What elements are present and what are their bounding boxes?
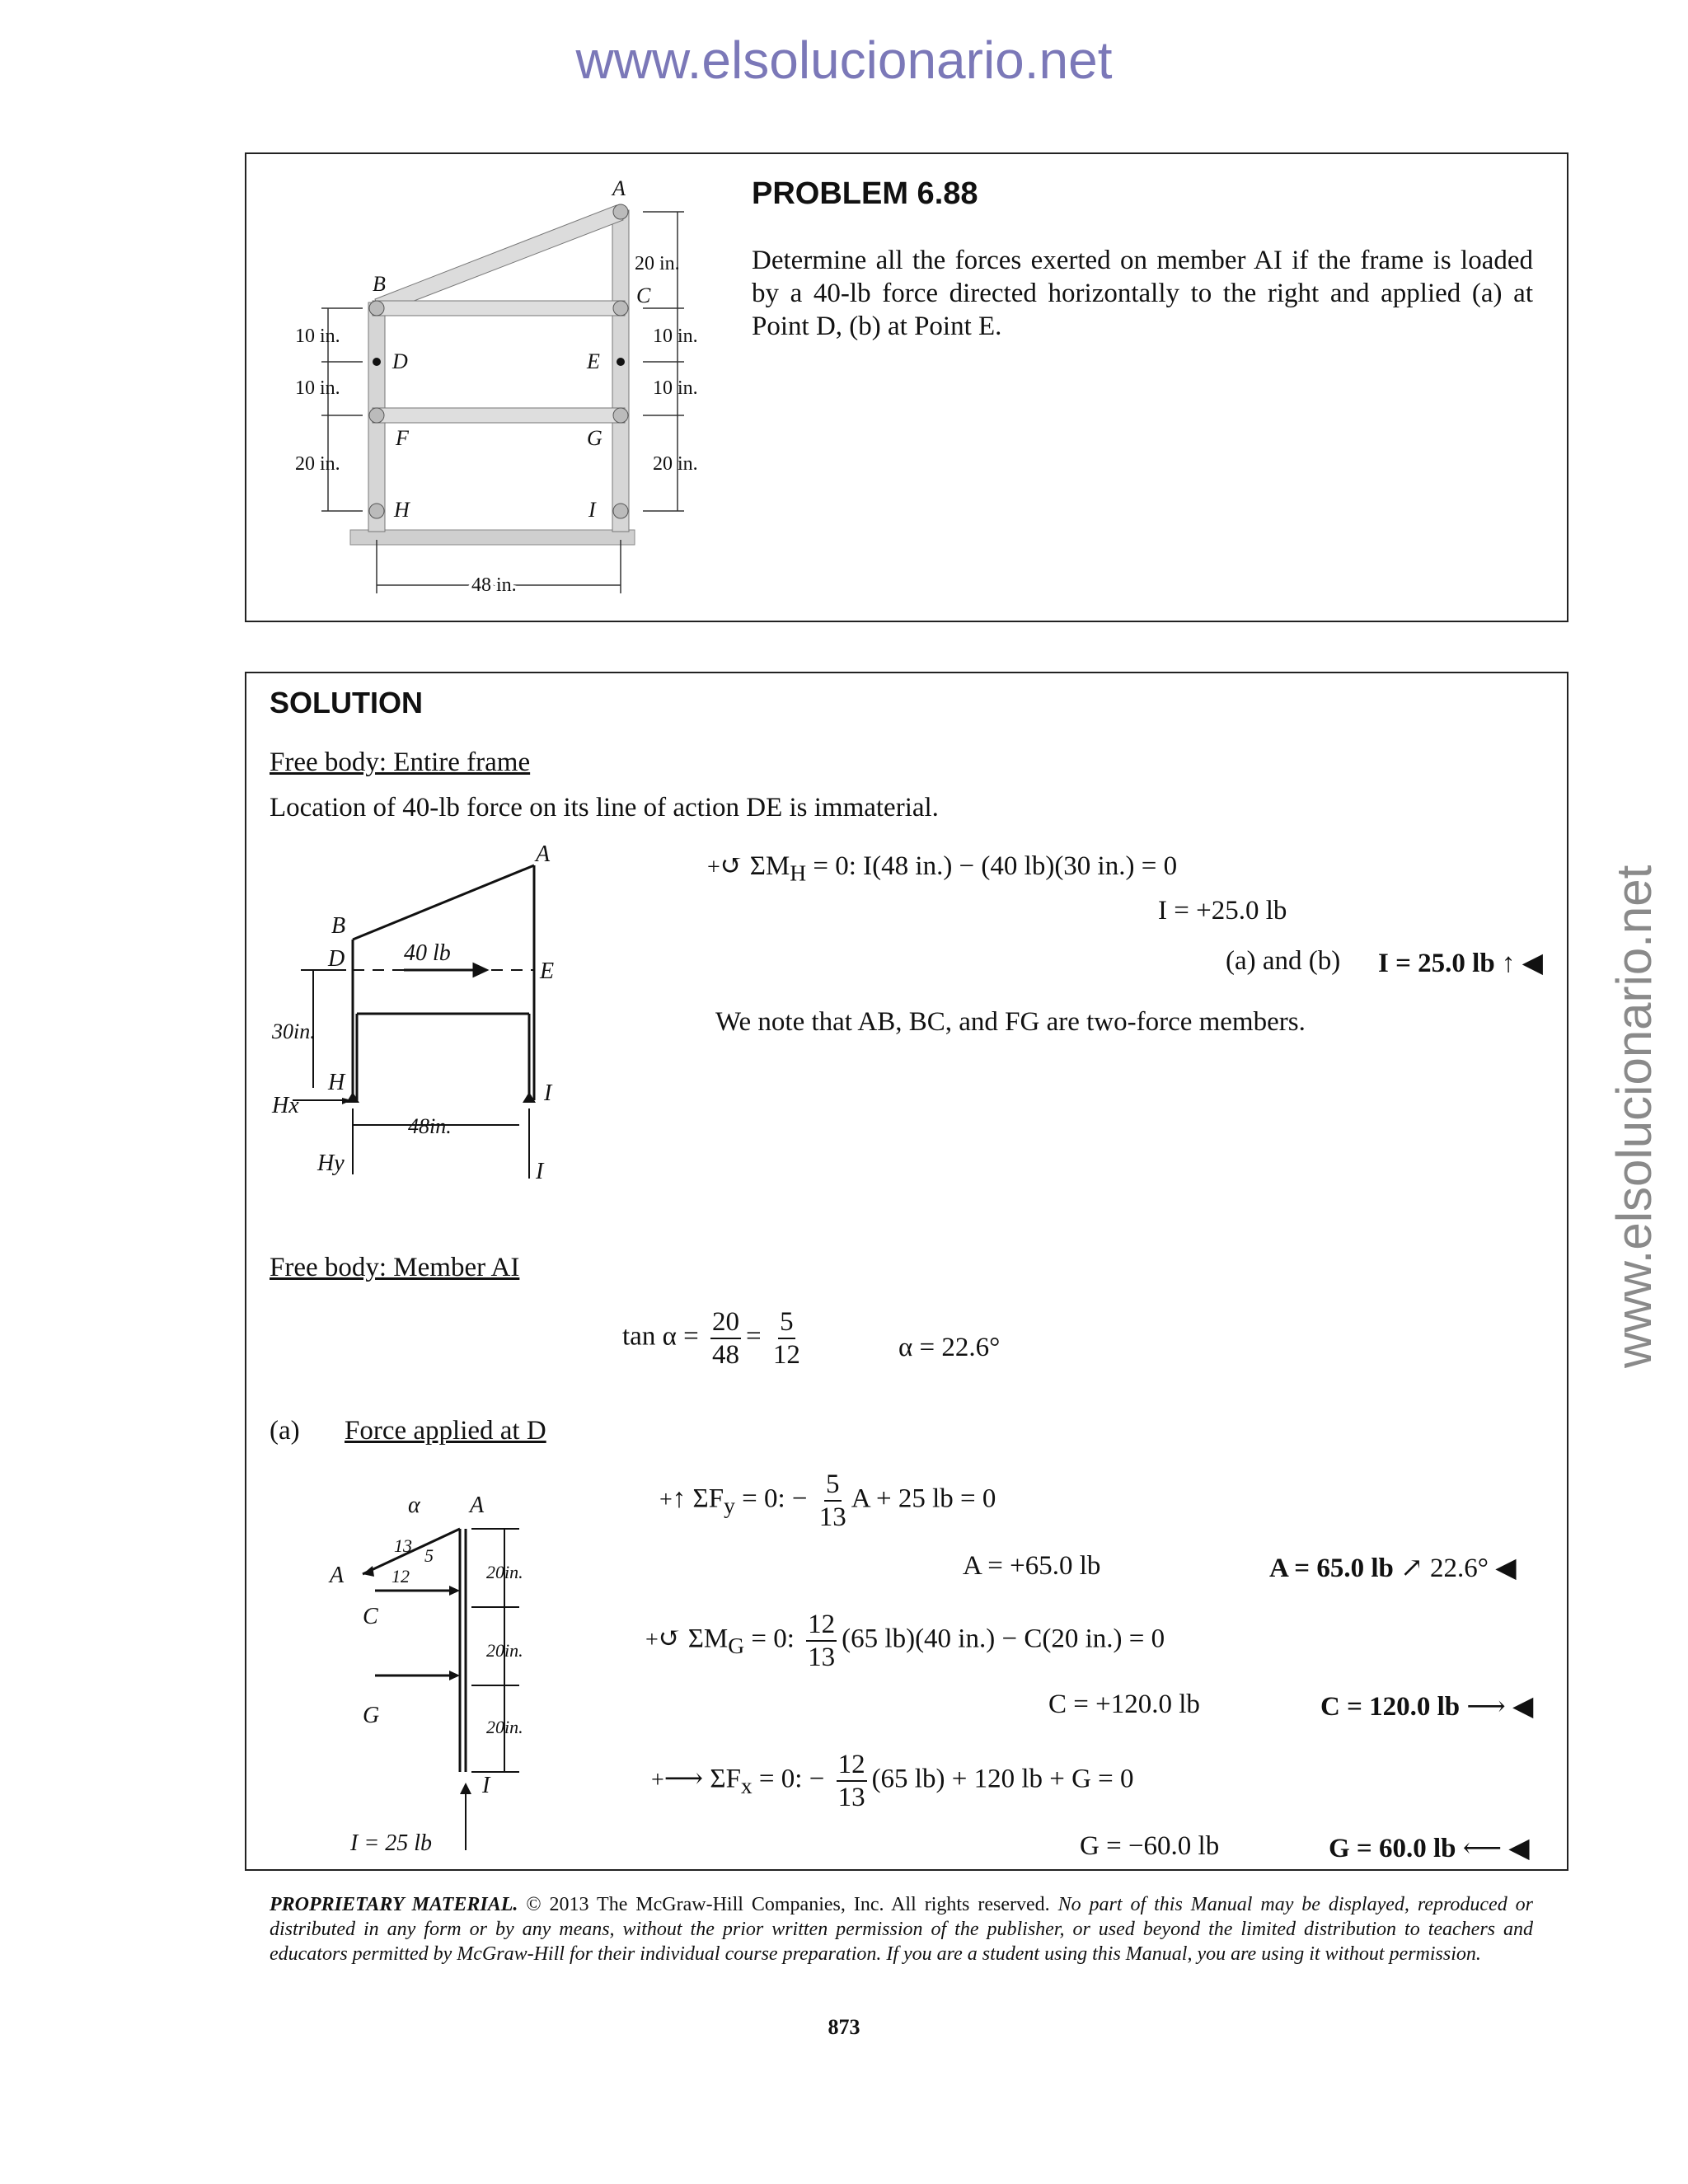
case-a-label: (a) [270, 1416, 300, 1446]
sk2-G: G [363, 1703, 380, 1728]
sk1-E: E [540, 958, 555, 984]
sk2-slope-13: 13 [394, 1535, 412, 1556]
eq-moment-G: +↺ $\Sigma M_G = 0$: $\frac{12}{13}$ (65 lb)(40 in.) − C(20 in.) = 0 [645, 1610, 1165, 1672]
point-B: B [373, 272, 386, 296]
I-answer: I = 25.0 lb ↑ ◀ [1378, 949, 1544, 978]
C-answer: C = 120.0 lb ⟶ ◀ [1320, 1692, 1534, 1722]
sketch-entire-frame [264, 841, 593, 1203]
sk1-D: D [328, 946, 345, 972]
sketch-member-AI [313, 1488, 585, 1858]
sk2-dim-3: 20in. [486, 1717, 523, 1737]
tan-equation: tan α = $\frac{20}{48}$ = $\frac{5}{12}$ [622, 1307, 800, 1370]
dim-bottom: 48 in. [471, 574, 517, 596]
point-A: A [612, 177, 626, 200]
dim-right-4: 20 in. [653, 453, 698, 475]
sk1-span: 48in. [408, 1114, 452, 1138]
point-C: C [636, 284, 651, 307]
sk1-I: I [544, 1080, 552, 1106]
dim-left-2: 10 in. [295, 377, 340, 399]
solution-title: SOLUTION [270, 686, 423, 719]
eq-moment-H: +↺ $\Sigma M_H = 0$: I(48 in.) − (40 lb)(30 in.) = 0 [707, 851, 1178, 886]
sk1-H: H [328, 1070, 345, 1095]
sk2-A-force: A [330, 1563, 345, 1588]
sk1-force: 40 lb [404, 940, 451, 966]
point-H: H [394, 498, 410, 522]
A-result: A = +65.0 lb [963, 1551, 1101, 1581]
problem-title: PROBLEM 6.88 [752, 176, 978, 211]
footer-copyright: PROPRIETARY MATERIAL. © 2013 The McGraw-Hill Companies, Inc. All rights reserved. No part of this Manual may be displayed, reproduced or distributed in any form or by any means, without the prior written permission of the publisher, or used beyond the limited distribution to teachers and educators permitted by McGraw-Hill for their individual course preparation. If you are a student using this Manual, you are using it without permission. [270, 1894, 1533, 1965]
point-E: E [587, 349, 600, 373]
sk1-A: A [536, 841, 551, 867]
problem-figure [280, 177, 725, 606]
sk2-dim-1: 20in. [486, 1562, 523, 1582]
G-result: G = −60.0 lb [1080, 1831, 1220, 1861]
page-number: 873 [828, 2015, 860, 2039]
problem-text: Determine all the forces exerted on member AI if the frame is loaded by a 40-lb force directed horizontally to the right and applied (a) at Point D, (b) at Point E. [752, 246, 1533, 341]
two-force-note: We note that AB, BC, and FG are two-force members. [715, 1007, 1306, 1037]
case-a-title: Force applied at D [345, 1416, 546, 1446]
G-answer: G = 60.0 lb ⟵ ◀ [1329, 1834, 1530, 1863]
sk1-Hx: Hx [272, 1093, 299, 1118]
point-F: F [396, 426, 409, 450]
alpha-value: α = 22.6° [898, 1333, 1001, 1362]
dim-left-3: 20 in. [295, 453, 340, 475]
sk2-alpha: α [408, 1493, 420, 1518]
location-note: Location of 40-lb force on its line of action DE is immaterial. [270, 793, 939, 823]
dim-right-3: 10 in. [653, 377, 698, 399]
dim-left-1: 10 in. [295, 326, 340, 347]
sk2-slope-12: 12 [392, 1566, 410, 1586]
sk2-dim-2: 20in. [486, 1640, 523, 1661]
sk1-B: B [331, 913, 346, 939]
watermark-top: www.elsolucionario.net [575, 30, 1113, 90]
point-G: G [587, 426, 603, 450]
fb-member-heading: Free body: Member AI [270, 1253, 520, 1282]
sk2-slope-5: 5 [424, 1545, 434, 1566]
A-answer: A = 65.0 lb ↗ 22.6° ◀ [1269, 1554, 1517, 1583]
I-result: I = +25.0 lb [1158, 896, 1287, 926]
point-I: I [588, 498, 596, 522]
sk2-I: I [482, 1773, 490, 1798]
sk1-I-force: I [536, 1159, 544, 1184]
eq-Fx: +⟶ $\Sigma F_x = 0$: − $\frac{12}{13}$ (65 lb) + 120 lb + G = 0 [651, 1750, 1134, 1812]
eq-Fy: +↑ $\Sigma F_y = 0$: − $\frac{5}{13}$ A + 25 lb = 0 [659, 1469, 996, 1532]
dim-right-2: 10 in. [653, 326, 698, 347]
sk1-height: 30in. [272, 1019, 316, 1043]
fb-entire-heading: Free body: Entire frame [270, 748, 531, 777]
sk1-Hy: Hy [317, 1151, 345, 1176]
C-result: C = +120.0 lb [1048, 1690, 1200, 1719]
I-case: (a) and (b) [1226, 946, 1341, 976]
dim-right-1: 20 in. [635, 253, 680, 274]
watermark-side: www.elsolucionario.net [1606, 865, 1662, 1368]
sk2-C: C [363, 1604, 378, 1629]
sk2-I-force: I = 25 lb [350, 1830, 432, 1856]
point-D: D [392, 349, 408, 373]
sk2-A-point: A [470, 1493, 485, 1518]
